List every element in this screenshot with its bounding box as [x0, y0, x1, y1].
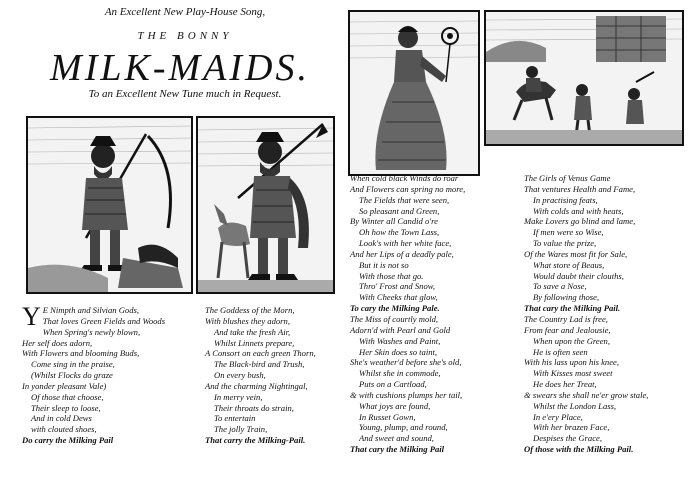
- verse-line: So pleasant and Green,: [359, 205, 440, 216]
- the-bonny-line: THE BONNY: [137, 30, 233, 42]
- tune-line: To an Excellent New Tune much in Request.: [88, 88, 282, 100]
- verse-line: & swears she shall ne'er grow stale,: [524, 389, 649, 400]
- verse-line: With Kisses most sweet: [533, 368, 613, 379]
- verse-line: With blushes they adorn,: [205, 315, 290, 326]
- verse-line: Their sleep to loose,: [31, 402, 101, 413]
- verse-line: Of the Wares most fit for Sale,: [524, 248, 628, 259]
- verse-line: Her self does adorn,: [22, 337, 93, 348]
- verse-line: Whilst Linnets prepare,: [214, 337, 295, 348]
- verse-line: To entertain: [214, 413, 256, 424]
- verse-line: That ventures Health and Fame,: [524, 183, 636, 194]
- refrain-line: To cary the Milking Pale.: [350, 303, 440, 314]
- woodcut-hunting-scene: [484, 10, 684, 146]
- refrain-line: That cary the Milking Pail: [350, 444, 445, 455]
- verse-line: In e'ery Place,: [533, 411, 583, 422]
- verse-line: With her brazen Face,: [533, 422, 610, 433]
- woodcut-woman-flower: [348, 10, 480, 176]
- verse-line: That loves Green Fields and Woods: [42, 315, 166, 326]
- verse-line: Make Lovers go blind and lame,: [524, 216, 636, 227]
- verse-line: And her Lips of a deadly pale,: [350, 248, 454, 259]
- verse-line: In yonder pleasant Vale): [22, 380, 107, 391]
- verse-line: & with cushions plumps her tail,: [350, 389, 463, 400]
- verse-line: And in cold Dews: [31, 413, 92, 424]
- verse-line: The Goddess of the Morn,: [205, 305, 295, 315]
- woodcut-spear-man: [196, 116, 335, 294]
- refrain-line: Of those with the Milking Pail.: [524, 444, 634, 455]
- verse-line: With colds and with heats,: [533, 205, 624, 216]
- verse-line: When Spring's newly blown,: [42, 326, 141, 337]
- verse-line: What store of Beaus,: [533, 259, 605, 270]
- verse-line: From fear and Jealousie,: [524, 324, 611, 335]
- ballad-subtitle: An Excellent New Play-House Song,: [104, 6, 266, 18]
- hunting-scene-woodcut-icon: [486, 12, 682, 144]
- verse-line: When upon the Green,: [533, 335, 611, 346]
- verse-line: And sweet and sound,: [359, 433, 434, 444]
- verse-line: If men were so Wise,: [533, 227, 604, 238]
- woodcut-scythe-man: [26, 116, 193, 294]
- verse-line: Despises the Grace,: [533, 433, 602, 444]
- ballad-title: MILK-MAIDS.: [50, 47, 310, 89]
- verse-line: Her Skin does so taint,: [359, 346, 438, 357]
- verse-line: With Flowers and blooming Buds,: [22, 348, 140, 359]
- verse-line: With his lass upon his knee,: [524, 357, 620, 368]
- verse-line: Oh how the Town Lass,: [359, 227, 440, 238]
- verse-line: Thro' Frost and Snow,: [359, 281, 436, 292]
- verse-line: With Washes and Paint,: [359, 335, 441, 346]
- verse-line: The Fields that were seen,: [359, 194, 450, 205]
- verse-line: with clouted shoes,: [31, 424, 97, 435]
- stanza-column-4: [524, 173, 684, 455]
- verse-line: Come sing in the praise,: [31, 359, 115, 370]
- verse-line: With those that go.: [359, 270, 424, 281]
- stanza-column-2: [205, 305, 350, 446]
- verse-line: What joys are found,: [359, 400, 431, 411]
- refrain-line: Do carry the Milking Pail: [22, 435, 114, 446]
- verse-line: And Flowers can spring no more,: [350, 183, 466, 194]
- verse-line: A Consort on each green Thorn,: [205, 348, 316, 359]
- verse-line: When cold black Winds do roar: [350, 173, 459, 183]
- stanza-column-3: [350, 173, 520, 455]
- verse-line: The Country Lad is free,: [524, 313, 608, 324]
- man-with-spear-and-deer-woodcut-icon: [198, 118, 333, 292]
- verse-line: With Cheeks that glow,: [359, 292, 438, 303]
- verse-line: Look's with her white face,: [359, 238, 452, 249]
- verse-line: Whilst the London Lass,: [533, 400, 617, 411]
- verse-line: In Russet Gown,: [359, 411, 416, 422]
- verse-line: And the charming Nightingal,: [205, 380, 308, 391]
- verse-line: And take the fresh Air,: [214, 326, 291, 337]
- verse-line: Adorn'd with Pearl and Gold: [350, 324, 451, 335]
- verse-line: Of those that choose,: [31, 391, 104, 402]
- verse-line: She's weather'd before she's old,: [350, 357, 462, 368]
- verse-line: Would daubt their clouths,: [533, 270, 624, 281]
- man-with-scythe-woodcut-icon: [28, 118, 191, 292]
- verse-line: To value the prize,: [533, 238, 597, 249]
- drop-cap: Y: [22, 302, 41, 331]
- verse-line: The jolly Train,: [214, 424, 268, 435]
- verse-line: (Whilst Flocks do graze: [31, 370, 113, 381]
- verse-line: To save a Nose,: [533, 281, 587, 292]
- verse-line: He does her Treat,: [533, 379, 597, 390]
- refrain-line: That cary the Milking Pail.: [524, 303, 621, 314]
- verse-line: Their throats do strain,: [214, 402, 294, 413]
- verse-line: In practising feats,: [533, 194, 598, 205]
- verse-line: Whilst she in commode,: [359, 368, 441, 379]
- verse-line: Puts on a Cartload,: [359, 379, 427, 390]
- verse-line: In merry vein,: [214, 391, 263, 402]
- verse-line: The Black-bird and Trush,: [214, 359, 305, 370]
- verse-line: By following those,: [533, 292, 600, 303]
- stanza-column-1: [22, 302, 197, 446]
- refrain-line: That carry the Milking-Pail.: [205, 435, 306, 446]
- verse-line: By Winter all Candid o're: [350, 216, 438, 227]
- verse-line: He is often seen: [533, 346, 588, 357]
- verse-line: Young, plump, and round,: [359, 422, 448, 433]
- verse-line: On every bush,: [214, 370, 266, 381]
- woman-holding-flower-woodcut-icon: [350, 12, 478, 174]
- verse-line: The Miss of courtly mold,: [350, 313, 439, 324]
- verse-line: But it is not so: [359, 259, 409, 270]
- verse-line: E Nimpth and Silvian Gods,: [42, 305, 139, 315]
- verse-line: The Girls of Venus Game: [524, 173, 611, 183]
